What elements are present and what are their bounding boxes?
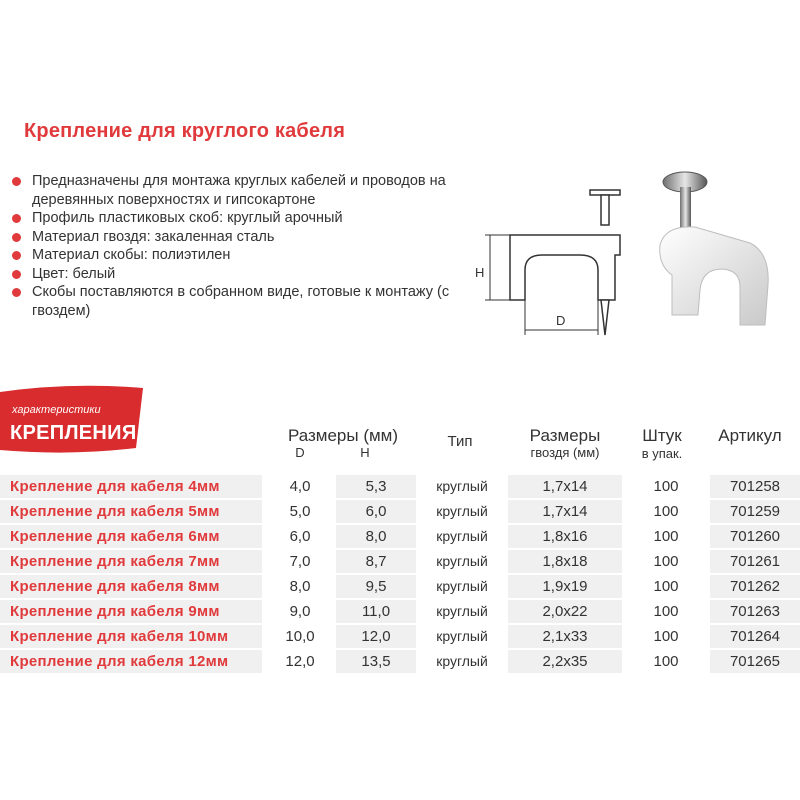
cell-d: 7,0 xyxy=(266,550,334,573)
spec-table xyxy=(0,475,800,675)
cell-type: круглый xyxy=(418,650,506,673)
cell-type: круглый xyxy=(418,550,506,573)
feature-item: Материал скобы: полиэтилен xyxy=(12,246,482,265)
feature-item: Цвет: белый xyxy=(12,265,482,284)
cell-qty: 100 xyxy=(624,625,708,648)
feature-item: Материал гвоздя: закаленная сталь xyxy=(12,228,482,247)
clip-photo xyxy=(640,165,780,335)
table-row xyxy=(0,550,800,575)
table-row xyxy=(0,600,800,625)
cell-name: Крепление для кабеля 6мм xyxy=(0,525,262,548)
cell-qty: 100 xyxy=(624,500,708,523)
cell-article: 701262 xyxy=(710,575,800,598)
cell-name: Крепление для кабеля 4мм xyxy=(0,475,262,498)
table-row xyxy=(0,575,800,600)
clip-dimension-diagram xyxy=(470,180,640,350)
cell-article: 701265 xyxy=(710,650,800,673)
cell-nail: 2,0x22 xyxy=(508,600,622,623)
cell-nail: 1,8x18 xyxy=(508,550,622,573)
cell-nail: 1,7x14 xyxy=(508,475,622,498)
cell-name: Крепление для кабеля 7мм xyxy=(0,550,262,573)
d-label: D xyxy=(556,313,566,328)
cell-nail: 2,1x33 xyxy=(508,625,622,648)
cell-qty: 100 xyxy=(624,600,708,623)
cell-qty: 100 xyxy=(624,575,708,598)
cell-type: круглый xyxy=(418,625,506,648)
cell-nail: 1,8x16 xyxy=(508,525,622,548)
header-type: Тип xyxy=(447,433,473,450)
table-row xyxy=(0,525,800,550)
header-nail-size: Размеры xyxy=(529,426,601,445)
h-label: H xyxy=(475,265,485,280)
header-h: H xyxy=(360,445,370,460)
nail-tip-shape xyxy=(601,300,609,335)
cell-d: 4,0 xyxy=(266,475,334,498)
cell-qty: 100 xyxy=(624,650,708,673)
cell-nail: 1,9x19 xyxy=(508,575,622,598)
badge-caption: характеристики xyxy=(12,404,101,416)
table-row xyxy=(0,500,800,525)
cell-d: 6,0 xyxy=(266,525,334,548)
cell-type: круглый xyxy=(418,525,506,548)
cell-nail: 2,2x35 xyxy=(508,650,622,673)
cell-name: Крепление для кабеля 8мм xyxy=(0,575,262,598)
cell-h: 13,5 xyxy=(336,650,416,673)
cell-name: Крепление для кабеля 9мм xyxy=(0,600,262,623)
cell-article: 701258 xyxy=(710,475,800,498)
cell-type: круглый xyxy=(418,475,506,498)
cell-h: 12,0 xyxy=(336,625,416,648)
badge-heading: КРЕПЛЕНИЯ xyxy=(10,422,137,444)
header-article: Артикул xyxy=(718,426,782,445)
cell-nail: 1,7x14 xyxy=(508,500,622,523)
cell-article: 701260 xyxy=(710,525,800,548)
cell-article: 701263 xyxy=(710,600,800,623)
cell-name: Крепление для кабеля 10мм xyxy=(0,625,262,648)
cell-name: Крепление для кабеля 5мм xyxy=(0,500,262,523)
cell-article: 701264 xyxy=(710,625,800,648)
cell-d: 8,0 xyxy=(266,575,334,598)
cell-d: 5,0 xyxy=(266,500,334,523)
cell-type: круглый xyxy=(418,500,506,523)
cell-type: круглый xyxy=(418,600,506,623)
header-sizes: Размеры (мм) xyxy=(287,426,399,445)
cell-d: 9,0 xyxy=(266,600,334,623)
cell-h: 6,0 xyxy=(336,500,416,523)
header-d: D xyxy=(295,445,305,460)
header-qty: Штук xyxy=(642,426,682,445)
cell-h: 9,5 xyxy=(336,575,416,598)
table-row xyxy=(0,650,800,675)
cell-type: круглый xyxy=(418,575,506,598)
cell-article: 701259 xyxy=(710,500,800,523)
table-row xyxy=(0,625,800,650)
feature-item: Предназначены для монтажа круглых кабелей и проводов на деревянных поверхностях и гипсокартоне xyxy=(12,172,482,209)
nail-shaft-shape xyxy=(601,195,609,225)
clip-body-shape xyxy=(510,235,620,300)
header-qty-sub: в упак. xyxy=(641,446,683,461)
feature-item: Профиль пластиковых скоб: круглый арочный xyxy=(12,209,482,228)
cell-qty: 100 xyxy=(624,525,708,548)
cell-qty: 100 xyxy=(624,475,708,498)
clip-body-shape xyxy=(660,227,768,325)
cell-h: 11,0 xyxy=(336,600,416,623)
feature-item: Скобы поставляются в собранном виде, готовые к монтажу (с гвоздем) xyxy=(12,283,482,320)
cell-d: 10,0 xyxy=(266,625,334,648)
table-row xyxy=(0,475,800,500)
cell-h: 8,7 xyxy=(336,550,416,573)
page-title: Крепление для круглого кабеля xyxy=(24,120,346,142)
cell-h: 8,0 xyxy=(336,525,416,548)
cell-d: 12,0 xyxy=(266,650,334,673)
feature-list xyxy=(12,172,485,320)
cell-article: 701261 xyxy=(710,550,800,573)
cell-h: 5,3 xyxy=(336,475,416,498)
cell-qty: 100 xyxy=(624,550,708,573)
cell-name: Крепление для кабеля 12мм xyxy=(0,650,262,673)
characteristics-badge xyxy=(0,382,143,455)
header-nail-size-sub: гвоздя (мм) xyxy=(530,445,600,460)
